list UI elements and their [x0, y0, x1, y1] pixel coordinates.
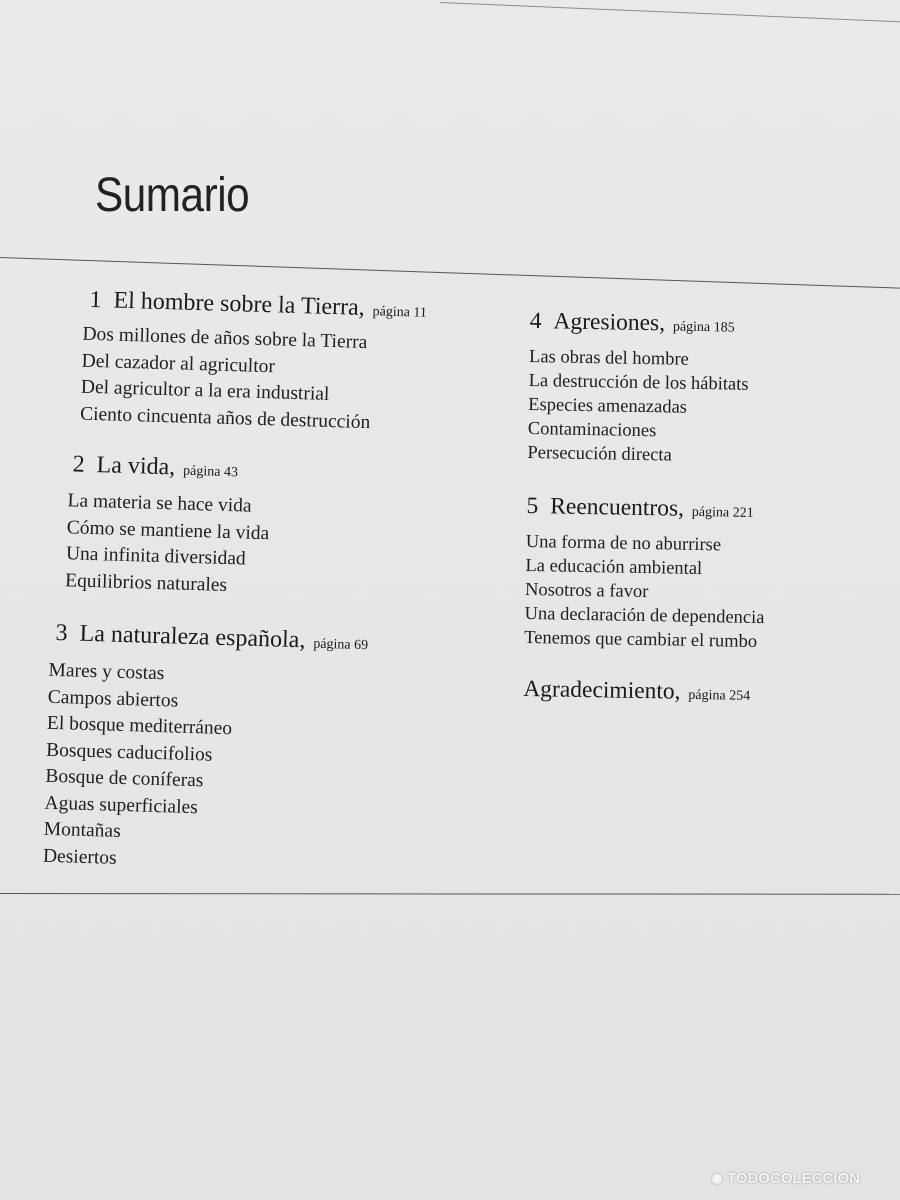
section-item: Bosque de coníferas	[45, 765, 204, 792]
acknowledgements-entry	[523, 674, 854, 714]
section-item: Del agricultor a la era industrial	[80, 376, 330, 405]
chapter-page: página 69	[313, 636, 369, 654]
section-item: Nosotros a favor	[524, 579, 649, 603]
section-item: La educación ambiental	[525, 555, 703, 580]
chapter-title: Agresiones,	[553, 308, 666, 337]
chapter-number: 3	[55, 619, 69, 647]
chapter-heading	[523, 674, 854, 714]
section-item: Una declaración de dependencia	[524, 603, 765, 629]
top-edge-rule	[440, 2, 900, 23]
chapter-heading	[72, 449, 507, 496]
section-item: La destrucción de los hábitats	[528, 370, 749, 395]
chapter-page: página 43	[182, 463, 239, 481]
chapter-3	[42, 618, 502, 883]
chapter-number: 4	[529, 307, 542, 335]
section-item: Ciento cincuenta años de destrucción	[79, 403, 371, 433]
title-divider	[0, 257, 900, 289]
section-item: El bosque mediterráneo	[46, 712, 233, 740]
chapter-2	[64, 449, 507, 607]
section-item: Tenemos que cambiar el rumbo	[524, 627, 758, 653]
chapter-4	[527, 306, 860, 471]
section-list	[527, 345, 859, 471]
chapter-heading	[529, 306, 860, 346]
chapter-heading	[55, 618, 502, 665]
chapter-page: página 185	[672, 319, 735, 336]
contents-right-column	[523, 306, 860, 714]
section-list	[80, 322, 511, 441]
section-item: Las obras del hombre	[528, 346, 690, 370]
chapter-5	[524, 491, 857, 656]
section-item: Contaminaciones	[527, 418, 657, 442]
section-item: Mares y costas	[48, 659, 165, 685]
section-list	[43, 658, 501, 883]
chapter-1	[79, 285, 512, 440]
section-item: Aguas superficiales	[44, 792, 199, 818]
page-title: Sumario	[95, 169, 250, 222]
section-item: Montañas	[43, 818, 122, 842]
section-item: Equilibrios naturales	[64, 569, 228, 596]
chapter-title: El hombre sobre la Tierra,	[113, 287, 366, 321]
chapter-title: La naturaleza española,	[79, 620, 306, 654]
chapter-title: La vida,	[96, 452, 176, 481]
section-item: Persecución directa	[527, 442, 672, 466]
chapter-page: página 221	[691, 504, 754, 521]
section-list	[524, 530, 856, 656]
chapter-page: página 254	[688, 687, 751, 704]
chapter-title: Agradecimiento,	[523, 675, 681, 705]
section-item: Bosques caducifolios	[45, 739, 213, 766]
chapter-title: Reencuentros,	[550, 493, 685, 522]
chapter-heading	[526, 491, 857, 531]
watermark	[712, 1170, 860, 1187]
watermark-text: TODOCOLECCION	[726, 1170, 860, 1187]
section-item: Especies amenazadas	[528, 394, 688, 418]
chapter-page: página 11	[372, 304, 428, 321]
chapter-number: 5	[526, 492, 539, 520]
section-item: La materia se hace vida	[67, 490, 252, 517]
chapter-number: 1	[89, 286, 102, 314]
todocoleccion-logo-icon	[712, 1174, 722, 1184]
bottom-divider	[0, 893, 900, 895]
section-item: Desiertos	[42, 845, 117, 869]
section-item: Del cazador al agricultor	[81, 350, 276, 377]
section-item: Campos abiertos	[47, 686, 179, 712]
section-item: Cómo se mantiene la vida	[66, 516, 270, 544]
chapter-number: 2	[72, 451, 86, 478]
section-item: Una infinita diversidad	[65, 543, 247, 570]
contents-left-column	[42, 284, 512, 883]
section-list	[65, 488, 506, 607]
section-item: Una forma de no aburrirse	[525, 531, 722, 556]
section-item: Dos millones de años sobre la Tierra	[82, 323, 368, 354]
